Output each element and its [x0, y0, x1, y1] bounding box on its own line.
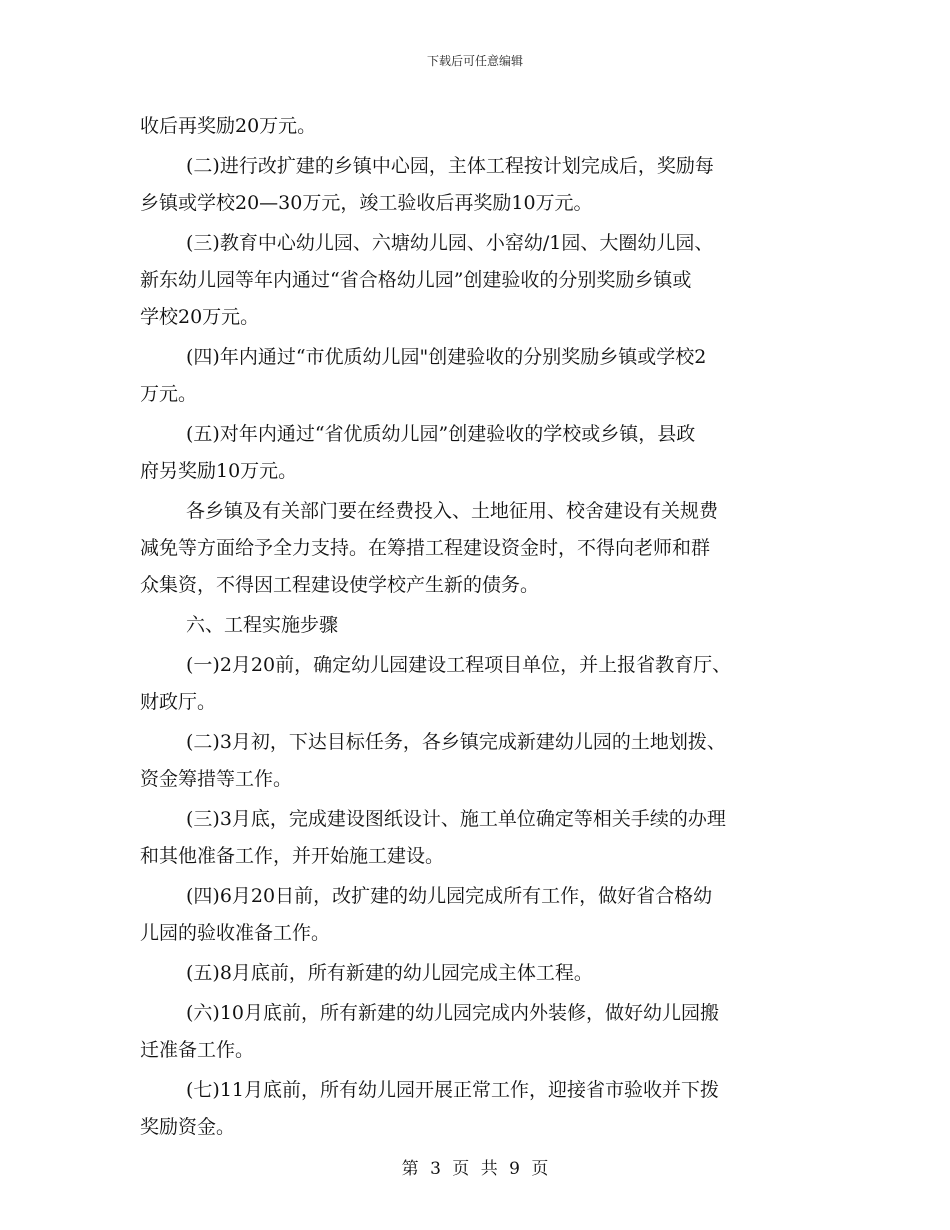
text-line: (七)11月底前，所有幼儿园开展正常工作，迎接省市验收并下拨 [186, 1079, 720, 1101]
text-line: 儿园的验收准备工作。 [140, 922, 331, 944]
text-line: 收后再奖励20万元。 [140, 115, 317, 137]
text-line: 新东幼儿园等年内通过“省合格幼儿园”创建验收的分别奖励乡镇或 [140, 269, 692, 291]
text-line: (三)3月底，完成建设图纸设计、施工单位确定等相关手续的办理 [186, 808, 726, 830]
text-line: 众集资，不得因工程建设使学校产生新的债务。 [140, 574, 540, 596]
text-line: 和其他准备工作，并开始施工建设。 [140, 845, 445, 867]
text-line: 减免等方面给予全力支持。在筹措工程建设资金时，不得向老师和群 [140, 537, 711, 559]
text-line: 迁准备工作。 [140, 1039, 255, 1061]
text-line: 各乡镇及有关部门要在经费投入、土地征用、校舍建设有关规费 [186, 500, 719, 522]
text-line: (五)对年内通过“省优质幼儿园”创建验收的学校或乡镇，县政 [186, 423, 696, 445]
text-line: (四)年内通过“市优质幼儿园"创建验收的分别奖励乡镇或学校2 [186, 346, 707, 368]
text-line: 资金筹措等工作。 [140, 768, 293, 790]
page-footer: 第 3 页 共 9 页 [401, 1159, 549, 1179]
section-heading: 六、工程实施步骤 [186, 614, 339, 636]
page-header: 下载后可任意编辑 [426, 54, 523, 68]
text-line: 万元。 [140, 383, 198, 405]
text-line: 学校20万元。 [140, 306, 260, 328]
text-line: (六)10月底前，所有新建的幼儿园完成内外装修，做好幼儿园搬 [186, 1002, 720, 1024]
text-line: (五)8月底前，所有新建的幼儿园完成主体工程。 [186, 962, 593, 984]
text-line: 乡镇或学校20—30万元，竣工验收后再奖励10万元。 [140, 192, 593, 214]
text-line: (一)2月20前，确定幼儿园建设工程项目单位，并上报省教育厅、 [186, 654, 732, 676]
text-line: (二)3月初，下达目标任务，各乡镇完成新建幼儿园的土地划拨、 [186, 731, 726, 753]
text-line: 府另奖励10万元。 [140, 460, 298, 482]
text-line: (二)进行改扩建的乡镇中心园，主体工程按计划完成后，奖励每 [186, 155, 714, 177]
text-line: 奖励资金。 [140, 1116, 236, 1138]
document-body [140, 108, 812, 1146]
text-line: (三)教育中心幼儿园、六塘幼儿园、小窑幼/1园、大圈幼儿园、 [186, 232, 714, 254]
text-line: 财政厅。 [140, 691, 217, 713]
text-line: (四)6月20日前，改扩建的幼儿园完成所有工作，做好省合格幼 [186, 885, 713, 907]
